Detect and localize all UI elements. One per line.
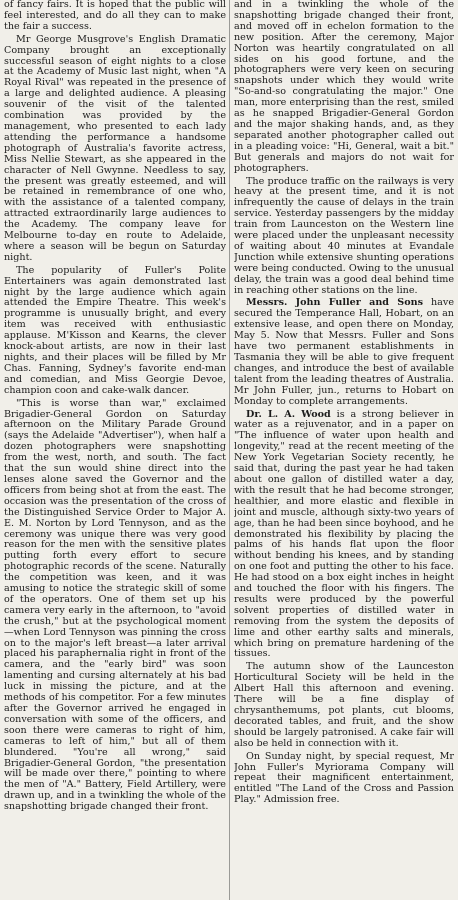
right-column — [234, 0, 454, 900]
paragraph-railway-traffic: The produce traffic on the railways is very heavy at the present time, and it is not infrequently the cause of delays in the train service. Yesterday passengers by the midday train from Launceston on the Western line were placed under the unpleasant necessity of waiting about 40 minutes at Evandale Junction while extensive shunting operations were being conducted. Owing to the unusual delay, the train was a good deal behind time in reaching other stations on the line. — [234, 175, 454, 296]
paragraph-horticultural-show: The autumn show of the Launceston Horticultural Society will be held in the Albert Hall this afternoon and evening. There will be a fine display of chrysanthemums, pot plants, cut blooms, decorated tables, and fruit, and the show should be largely patronised. A cake fair will also be held in connection with it. — [234, 661, 454, 749]
column-divider — [229, 0, 230, 900]
left-column — [4, 0, 226, 900]
paragraph-snapshot-continued: and in a twinkling the whole of the snapshotting brigade changed their front, and moved off in echelon formation to the new position. After the ceremony, Major Norton was heartily congratulated on all sides on his good fortune, and the photographers were very keen on securing snapshots under which they would write "So-and-so congratulating the major." One man, more enterprising than the rest, smiled as he snapped Brigadier-General Gordon and the major shaking hands, and, as they separated another photographer called out in a pleading voice: "Hi, General, wait a bit." But generals and majors do not wait for photographers. — [234, 0, 454, 174]
paragraph-fuller-entertainers: The popularity of Fuller's Polite Entertainers was again demonstrated last night by the large audience which again attended the Empire Theatre. This week's programme is unusually bright, and every item was received with enthusiastic applause. M'Kisson and Kearns, the clever knock-about artists, are now in their last nights, and their places will be filled by Mr Chas. Fanning, Sydney's favorite end-man and comedian, and Miss Georgie Devoe, champion coon and cake-walk dancer. — [4, 264, 226, 396]
paragraph-musgrove-company: Mr George Musgrove's English Dramatic Company brought an exceptionally successful season of eight nights to a close at the Academy of Music last night, when "A Royal Rival" was repeated in the presence of a large and delighted audience. A pleasing souvenir of the visit of the talented combination was provided by the management, who presented to each lady attending the performance a handsome photograph of Australia's favorite actress, Miss Nellie Stewart, as she appeared in the character of Nell Gwynne. Needless to say, the present was greatly esteemed, and will be retained in remembrance of one who, with the assistance of a talented company, attracted extraordinarily large audiences to the Academy. The company leave for Melbourne to-day en route to Adelaide, where a season will be begun on Saturday night. — [4, 33, 226, 263]
paragraph-water-rejuvenator: Dr. L. A. Wood is a strong believer in water as a rejuvenator, and in a paper on "The influence of water upon health and longevity," read at the recent meeting of the New York Vegetarian Society recently, he said that, during the past year he had taken about one gallon of distilled water a day, with the result that he had become stronger, healthier, and more elastic and flexible in joint and muscle, although sixty-two years of age, than he had been since boyhood, and he demonstrated his flexibility by placing the palms of his hands flat upon the floor without bending his knees, and by standing on one foot and putting the other to his face. He had stood on a box eight inches in height and touched the floor with his fingers. The results were produced by the powerful solvent properties of distilled water in removing from the system the deposits of lime and other earthy salts and minerals, which bring on premature hardening of the tissues. — [234, 408, 454, 660]
paragraph-photographers-gordon: "This is worse than war," exclaimed Brigadier-General Gordon on Saturday afternoon on the Military Parade Ground (says the Adelaide "Advertiser"), when half a dozen photographers were snapshotting from the west, north, and south. The fact that the sun would shine direct into the lenses alone saved the Governor and the officers from being shot at from the east. The occasion was the presentation of the cross of the Distinguished Service Order to Major A. E. M. Norton by Lord Tennyson, and as the ceremony was unique there was very good reason for the men with the sensitive plates putting forth every effort to secure photographic records of the scene. Naturally the competition was keen, and it was amusing to notice the strategic skill of some of the operators. One of them set up his camera very early in the afternoon, to "avoid the crush," but at the psychological moment—when Lord Tennyson was pinning the cross on to the major's left breast—a later arrival placed his paraphernalia right in front of the camera, and the "early bird" was soon lamenting and cursing alternately at his bad luck in missing the picture, and at the methods of his competitor. For a few minutes after the Governor arrived he engaged in conversation with some of the officers, and soon there were cameras to right of him, cameras to left of him," but all of them blundered. "You're all wrong," said Brigadier-General Gordon, "the presentation will be made over there," pointing to where the men of "A." Battery, Field Artillery, were drawn up, and in a twinkling the whole of the snapshotting brigade changed their front. — [4, 397, 226, 813]
paragraph-temperance-hall: Messrs. John Fuller and Sons have secured the Temperance Hall, Hobart, on an extensive lease, and open there on Monday, May 5. Now that Messrs. Fuller and Sons have two permanent establishments in Tasmania they will be able to give frequent changes, and introduce the best of available talent from the leading theatres of Australia. Mr John Fuller, jun., returns to Hobart on Monday to complete arrangements. — [234, 297, 454, 407]
paragraph-fancy-fair: of fancy fairs. It is hoped that the public will feel interested, and do all they can to make the fair a success. — [4, 0, 226, 32]
paragraph-myriorama: On Sunday night, by special request, Mr John Fuller's Myriorama Company will repeat their magnificent entertainment, entitled "The Land of the Cross and Passion Play." Admission free. — [234, 750, 454, 806]
